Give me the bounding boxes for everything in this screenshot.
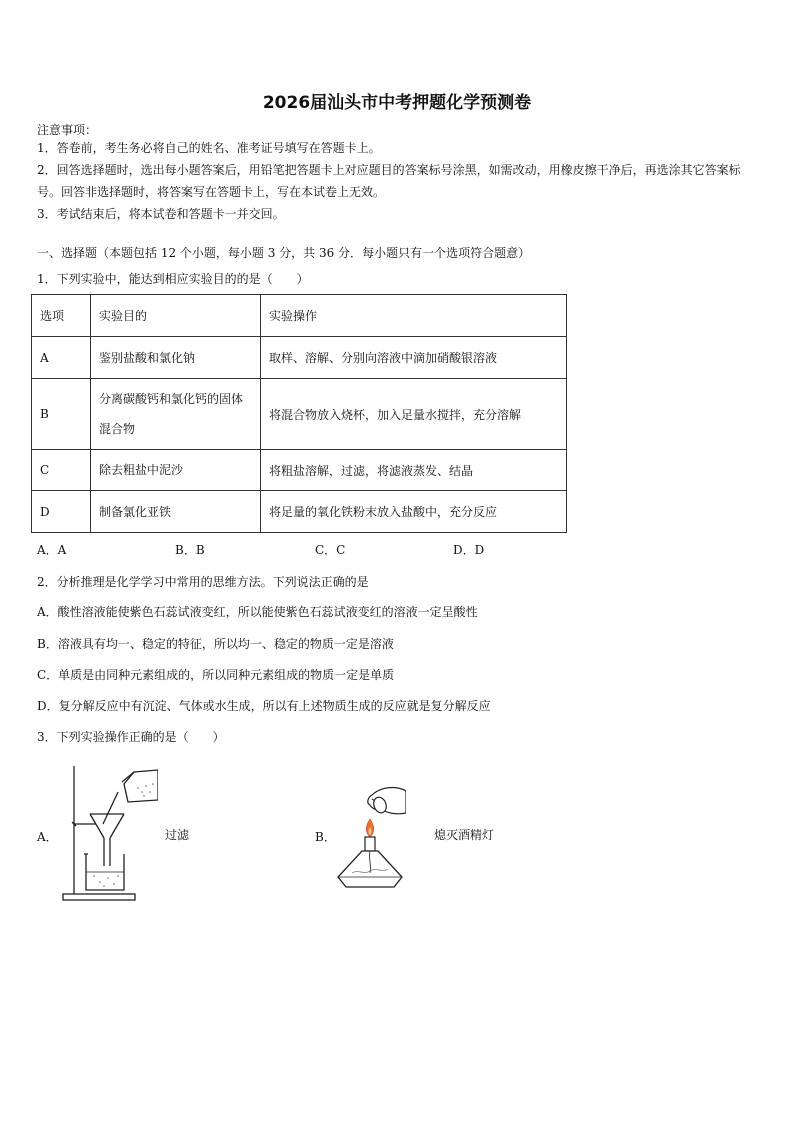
table-cell: 分离碳酸钙和氯化钙的固体混合物 bbox=[91, 379, 261, 450]
table-header-row bbox=[32, 295, 567, 337]
experiment-table bbox=[31, 294, 567, 533]
page-title: 2026届汕头市中考押题化学预测卷 bbox=[262, 93, 532, 113]
table-cell: 制备氯化亚铁 bbox=[91, 491, 261, 533]
q2-option-d[interactable]: D．复分解反应中有沉淀、气体或水生成，所以有上述物质生成的反应就是复分解反应 bbox=[37, 699, 491, 713]
table-cell: 将混合物放入烧杯，加入足量水搅拌，充分溶解 bbox=[261, 379, 567, 450]
q2-option-a[interactable]: A．酸性溶液能使紫色石蕊试液变红，所以能使紫色石蕊试液变红的溶液一定呈酸性 bbox=[37, 605, 478, 619]
table-header-cell: 实验目的 bbox=[91, 295, 261, 337]
q2-option-c[interactable]: C．单质是由同种元素组成的，所以同种元素组成的物质一定是单质 bbox=[37, 668, 395, 682]
table-row bbox=[32, 379, 567, 450]
question-3-stem: 3．下列实验操作正确的是（ ） bbox=[37, 730, 225, 744]
table-header-cell: 实验操作 bbox=[261, 295, 567, 337]
q3-option-b-caption: 熄灭酒精灯 bbox=[434, 828, 495, 842]
table-cell: 取样、溶解、分别向溶液中滴加硝酸银溶液 bbox=[261, 337, 567, 379]
table-cell: 将足量的氧化铁粉末放入盐酸中，充分反应 bbox=[261, 491, 567, 533]
q3-option-b-letter[interactable]: B． bbox=[315, 830, 336, 844]
q1-option-a[interactable]: A．A bbox=[37, 543, 67, 557]
q1-option-d[interactable]: D．D bbox=[453, 543, 485, 557]
table-header-cell: 选项 bbox=[32, 295, 91, 337]
filtration-apparatus-illustration bbox=[58, 762, 158, 904]
alcohol-lamp-illustration bbox=[334, 783, 406, 893]
q1-option-c[interactable]: C．C bbox=[315, 543, 346, 557]
note-item: 2．回答选择题时，选出每小题答案后，用铅笔把答题卡上对应题目的答案标号涂黑，如需改动，用橡皮擦干净后，再选涂其它答案标号。回答非选择题时，将答案写在答题卡上，写在本试卷上无效。 bbox=[37, 163, 741, 199]
table-cell: 将粗盐溶解，过滤，将滤液蒸发、结晶 bbox=[261, 450, 567, 491]
note-item: 3．考试结束后，将本试卷和答题卡一并交回。 bbox=[37, 207, 285, 221]
question-1-stem: 1．下列实验中，能达到相应实验目的的是（ ） bbox=[37, 272, 309, 286]
q2-option-b[interactable]: B．溶液具有均一、稳定的特征，所以均一、稳定的物质一定是溶液 bbox=[37, 637, 394, 651]
notes-heading: 注意事项： bbox=[37, 123, 98, 137]
section-heading: 一、选择题（本题包括 12 个小题，每小题 3 分，共 36 分．每小题只有一个选项符合题意） bbox=[37, 246, 531, 260]
q3-option-a-letter[interactable]: A． bbox=[37, 830, 58, 844]
table-row bbox=[32, 450, 567, 491]
question-2-stem: 2．分析推理是化学学习中常用的思维方法。下列说法正确的是 bbox=[37, 575, 369, 589]
table-cell: B bbox=[32, 379, 91, 450]
table-cell: 鉴别盐酸和氯化钠 bbox=[91, 337, 261, 379]
table-cell: A bbox=[32, 337, 91, 379]
table-cell: D bbox=[32, 491, 91, 533]
table-row bbox=[32, 337, 567, 379]
q1-option-b[interactable]: B．B bbox=[175, 543, 205, 557]
table-cell: C bbox=[32, 450, 91, 491]
table-row bbox=[32, 491, 567, 533]
note-item: 1．答卷前，考生务必将自己的姓名、准考证号填写在答题卡上。 bbox=[37, 141, 381, 155]
table-cell: 除去粗盐中泥沙 bbox=[91, 450, 261, 491]
q3-option-a-caption: 过滤 bbox=[165, 828, 190, 842]
